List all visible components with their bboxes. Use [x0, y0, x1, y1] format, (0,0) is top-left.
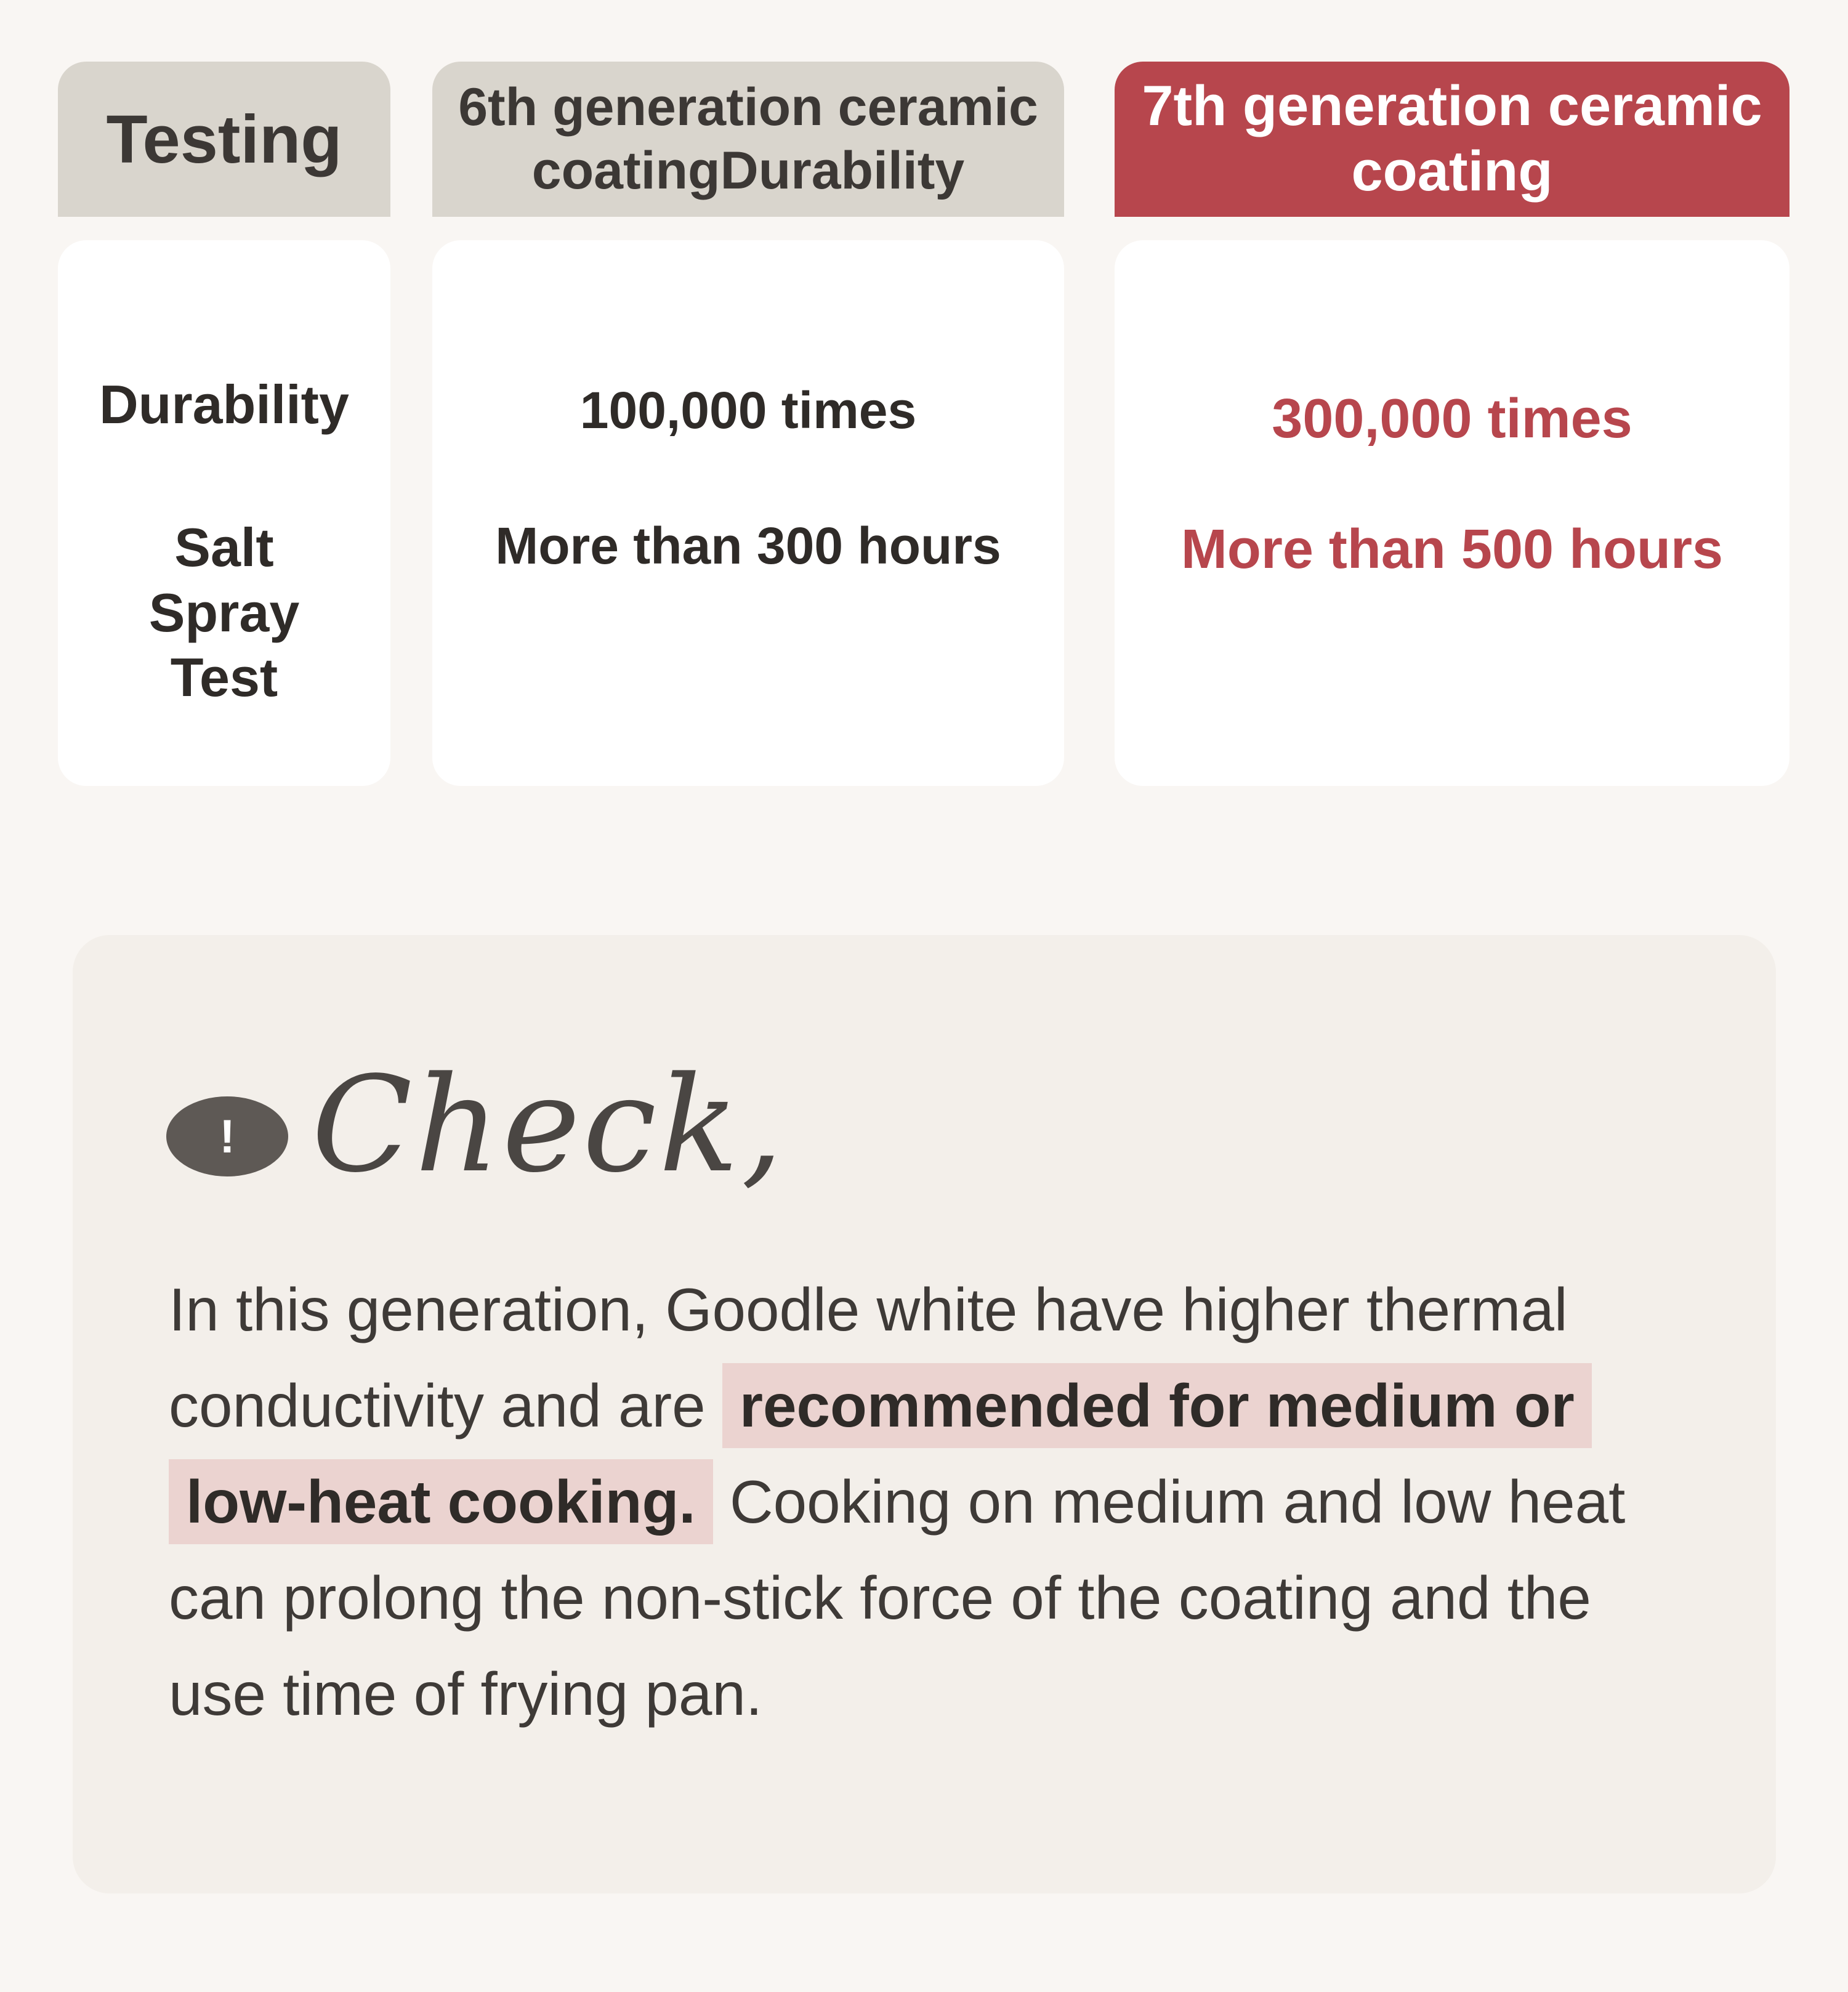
header-testing-label: Testing [106, 101, 342, 177]
column-7th-generation [1115, 240, 1789, 786]
header-7th-generation-label: 7th generation ceramic coating [1142, 75, 1762, 203]
gen7-durability-value: 300,000 times [1272, 388, 1632, 450]
header-6th-generation-label: 6th generation ceramic coatingDurability [458, 77, 1038, 200]
gen6-durability-value: 100,000 times [579, 381, 917, 439]
column-testing [58, 240, 390, 786]
row-label-durability: Durability [99, 374, 349, 435]
exclamation-icon [166, 1096, 288, 1176]
column-6th-generation [432, 240, 1064, 786]
header-6th-generation [432, 62, 1064, 217]
check-note-text [169, 1261, 1659, 1742]
check-title: Check, [312, 1048, 786, 1202]
row-label-salt-spray: Salt Spray Test [148, 517, 300, 708]
header-7th-generation [1115, 62, 1789, 217]
note-highlight: recommended for medium or low-heat cooking. [169, 1363, 1592, 1544]
header-testing [58, 62, 390, 217]
gen7-salt-spray-value: More than 500 hours [1180, 519, 1724, 580]
note-text-before: In this generation, Goodle white have higher thermal conductivity and are [169, 1276, 1568, 1439]
gen6-salt-spray-value: More than 300 hours [495, 517, 1001, 575]
note-text-after: Cooking on medium and low heat can prolong the non-stick force of the coating and the use time of frying pan. [169, 1468, 1626, 1728]
exclamation-symbol: ! [219, 1110, 235, 1163]
